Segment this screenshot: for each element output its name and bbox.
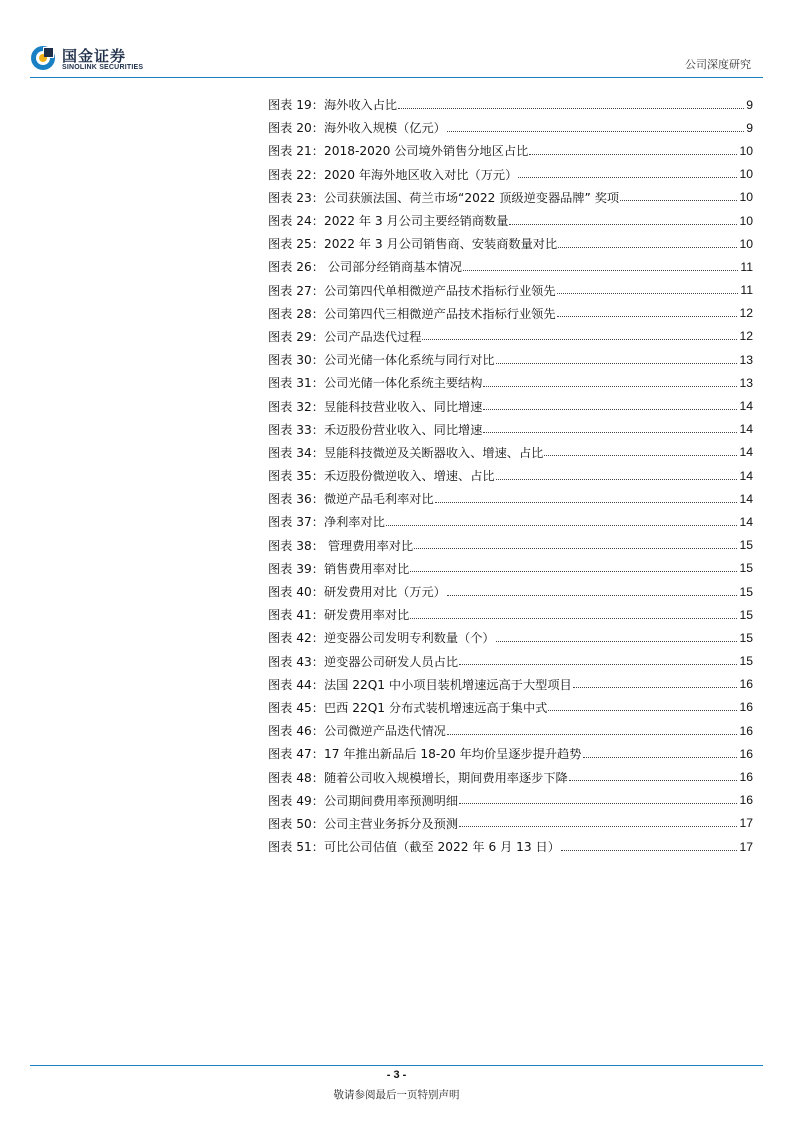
toc-leader-dots — [386, 524, 738, 526]
toc-entry-page: 16 — [739, 746, 753, 761]
toc-entry-page: 10 — [739, 236, 753, 251]
toc-entry-page: 15 — [739, 654, 753, 669]
toc-entry-title: 图表 23：公司获颁法国、荷兰市场“2022 顶级逆变器品牌” 奖项 — [268, 190, 620, 205]
toc-entry-title: 图表 31：公司光储一体化系统主要结构 — [268, 376, 483, 391]
toc-entry-title: 图表 32：昱能科技营业收入、同比增速 — [268, 399, 483, 414]
toc-entry[interactable] — [268, 93, 753, 116]
toc-entry-page: 15 — [739, 538, 753, 553]
toc-entry-page: 16 — [739, 723, 753, 738]
toc-entry[interactable] — [268, 789, 753, 812]
toc-entry[interactable] — [268, 765, 753, 788]
toc-leader-dots — [483, 408, 737, 410]
toc-entry[interactable] — [268, 510, 753, 533]
toc-entry-title: 图表 25：2022 年 3 月公司销售商、安装商数量对比 — [268, 237, 558, 252]
toc-leader-dots — [459, 802, 737, 804]
toc-entry-page: 9 — [746, 120, 753, 135]
footer-divider — [30, 1065, 763, 1066]
toc-entry-title: 图表 26： 公司部分经销商基本情况 — [268, 260, 462, 275]
toc-leader-dots — [496, 640, 738, 642]
toc-leader-dots — [573, 686, 738, 688]
toc-leader-dots — [410, 617, 737, 619]
toc-entry-title: 图表 20：海外收入规模（亿元） — [268, 121, 446, 136]
toc-leader-dots — [447, 594, 738, 596]
toc-entry[interactable] — [268, 394, 753, 417]
toc-entry-page: 9 — [746, 97, 753, 112]
toc-leader-dots — [569, 779, 738, 781]
toc-entry-title: 图表 28：公司第四代三相微逆产品技术指标行业领先 — [268, 306, 556, 321]
toc-leader-dots — [459, 825, 737, 827]
toc-entry[interactable] — [268, 418, 753, 441]
toc-leader-dots — [544, 454, 737, 456]
toc-entry[interactable] — [268, 186, 753, 209]
toc-entry-page: 15 — [739, 584, 753, 599]
toc-leader-dots — [583, 756, 738, 758]
toc-leader-dots — [447, 733, 738, 735]
toc-entry[interactable] — [268, 279, 753, 302]
toc-entry[interactable] — [268, 163, 753, 186]
toc-entry-page: 15 — [739, 607, 753, 622]
toc-entry-title: 图表 27：公司第四代单相微逆产品技术指标行业领先 — [268, 283, 556, 298]
toc-entry-title: 图表 34：昱能科技微逆及关断器收入、增速、占比 — [268, 445, 544, 460]
toc-entry[interactable] — [268, 742, 753, 765]
toc-entry-page: 16 — [739, 770, 753, 785]
toc-entry-page: 12 — [739, 306, 753, 321]
report-type: 公司深度研究 — [685, 58, 751, 71]
toc-entry-title: 图表 22：2020 年海外地区收入对比（万元） — [268, 167, 518, 182]
toc-entry[interactable] — [268, 603, 753, 626]
toc-leader-dots — [558, 246, 737, 248]
toc-leader-dots — [518, 176, 737, 178]
toc-leader-dots — [529, 153, 737, 155]
toc-entry[interactable] — [268, 464, 753, 487]
toc-entry[interactable] — [268, 116, 753, 139]
toc-entry-title: 图表 24：2022 年 3 月公司主要经销商数量 — [268, 214, 509, 229]
toc-entry[interactable] — [268, 835, 753, 858]
toc-entry[interactable] — [268, 580, 753, 603]
toc-entry[interactable] — [268, 534, 753, 557]
toc-entry-page: 16 — [739, 700, 753, 715]
toc-leader-dots — [548, 709, 737, 711]
toc-leader-dots — [557, 292, 739, 294]
logo-chinese-name: 国金证券 — [62, 47, 127, 65]
toc-entry[interactable] — [268, 626, 753, 649]
toc-entry-page: 13 — [739, 352, 753, 367]
toc-entry-title: 图表 47：17 年推出新品后 18-20 年均价呈逐步提升趋势 — [268, 747, 582, 762]
toc-entry-title: 图表 30：公司光储一体化系统与同行对比 — [268, 353, 495, 368]
disclaimer: 敬请参阅最后一页特别声明 — [333, 1089, 460, 1101]
toc-entry[interactable] — [268, 696, 753, 719]
toc-entry-title: 图表 45：巴西 22Q1 分布式装机增速远高于集中式 — [268, 700, 548, 715]
toc-entry[interactable] — [268, 139, 753, 162]
toc-entry-page: 10 — [739, 143, 753, 158]
toc-entry[interactable] — [268, 650, 753, 673]
toc-entry-page: 14 — [739, 468, 753, 483]
header-divider — [30, 77, 763, 78]
toc-entry-title: 图表 48：随着公司收入规模增长，期间费用率逐步下降 — [268, 770, 568, 785]
toc-entry-title: 图表 29：公司产品迭代过程 — [268, 329, 422, 344]
toc-entry[interactable] — [268, 719, 753, 742]
toc-entry-page: 11 — [740, 283, 753, 298]
sinolink-logo-icon — [30, 45, 56, 71]
toc-leader-dots — [435, 501, 738, 503]
toc-leader-dots — [447, 130, 744, 132]
toc-leader-dots — [561, 849, 738, 851]
toc-entry-title: 图表 50：公司主营业务拆分及预测 — [268, 816, 459, 831]
toc-entry-title: 图表 39：销售费用率对比 — [268, 561, 410, 576]
toc-entry-page: 15 — [739, 630, 753, 645]
toc-entry-title: 图表 38： 管理费用率对比 — [268, 538, 414, 553]
logo-english-name: SINOLINK SECURITIES — [62, 64, 144, 71]
toc-leader-dots — [463, 269, 738, 271]
toc-entry-page: 13 — [739, 375, 753, 390]
toc-entry-title: 图表 36：微逆产品毛利率对比 — [268, 492, 434, 507]
toc-leader-dots — [620, 199, 737, 201]
toc-entry-title: 图表 33：禾迈股份营业收入、同比增速 — [268, 422, 483, 437]
toc-entry-page: 10 — [739, 213, 753, 228]
toc-leader-dots — [496, 362, 738, 364]
toc-entry[interactable] — [268, 673, 753, 696]
toc-leader-dots — [398, 107, 744, 109]
toc-entry[interactable] — [268, 557, 753, 580]
toc-entry[interactable] — [268, 487, 753, 510]
toc-leader-dots — [459, 663, 737, 665]
toc-leader-dots — [410, 570, 737, 572]
toc-leader-dots — [483, 385, 737, 387]
toc-entry[interactable] — [268, 302, 753, 325]
toc-entry-title: 图表 37：净利率对比 — [268, 515, 385, 530]
toc-leader-dots — [496, 478, 738, 480]
toc-entry-page: 14 — [739, 491, 753, 506]
toc-entry-title: 图表 51：可比公司估值（截至 2022 年 6 月 13 日） — [268, 840, 560, 855]
toc-entry[interactable] — [268, 441, 753, 464]
toc-leader-dots — [422, 338, 737, 340]
toc-entry-title: 图表 35：禾迈股份微逆收入、增速、占比 — [268, 469, 495, 484]
toc-entry[interactable] — [268, 812, 753, 835]
toc-entry[interactable] — [268, 232, 753, 255]
toc-entry-page: 17 — [739, 816, 753, 831]
toc-leader-dots — [509, 223, 737, 225]
toc-entry-title: 图表 44：法国 22Q1 中小项目装机增速远高于大型项目 — [268, 677, 572, 692]
toc-entry-page: 10 — [739, 190, 753, 205]
toc-entry-page: 14 — [739, 422, 753, 437]
page-number: - 3 - — [386, 1069, 407, 1081]
toc-entry-page: 12 — [739, 329, 753, 344]
figure-list — [268, 93, 753, 858]
toc-entry-page: 15 — [739, 561, 753, 576]
toc-leader-dots — [557, 315, 738, 317]
toc-entry-page: 16 — [739, 793, 753, 808]
toc-entry-page: 16 — [739, 677, 753, 692]
toc-entry[interactable] — [268, 371, 753, 394]
toc-entry-title: 图表 46：公司微逆产品迭代情况 — [268, 724, 446, 739]
page-header — [0, 0, 793, 80]
company-logo — [30, 45, 170, 75]
toc-entry-page: 14 — [739, 445, 753, 460]
toc-entry-page: 17 — [739, 839, 753, 854]
toc-entry-title: 图表 41：研发费用率对比 — [268, 608, 410, 623]
toc-entry[interactable] — [268, 255, 753, 278]
toc-leader-dots — [414, 547, 737, 549]
toc-entry-title: 图表 43：逆变器公司研发人员占比 — [268, 654, 459, 669]
toc-entry-title: 图表 42：逆变器公司发明专利数量（个） — [268, 631, 495, 646]
toc-entry-page: 10 — [739, 167, 753, 182]
toc-entry-title: 图表 21：2018-2020 公司境外销售分地区占比 — [268, 144, 529, 159]
toc-entry[interactable] — [268, 325, 753, 348]
toc-leader-dots — [483, 431, 737, 433]
toc-entry[interactable] — [268, 348, 753, 371]
toc-entry-title: 图表 19：海外收入占比 — [268, 98, 398, 113]
toc-entry-page: 14 — [739, 399, 753, 414]
toc-entry-page: 11 — [740, 259, 753, 274]
toc-entry[interactable] — [268, 209, 753, 232]
toc-entry-title: 图表 49：公司期间费用率预测明细 — [268, 793, 459, 808]
toc-entry-page: 14 — [739, 514, 753, 529]
toc-entry-title: 图表 40：研发费用对比（万元） — [268, 585, 446, 600]
